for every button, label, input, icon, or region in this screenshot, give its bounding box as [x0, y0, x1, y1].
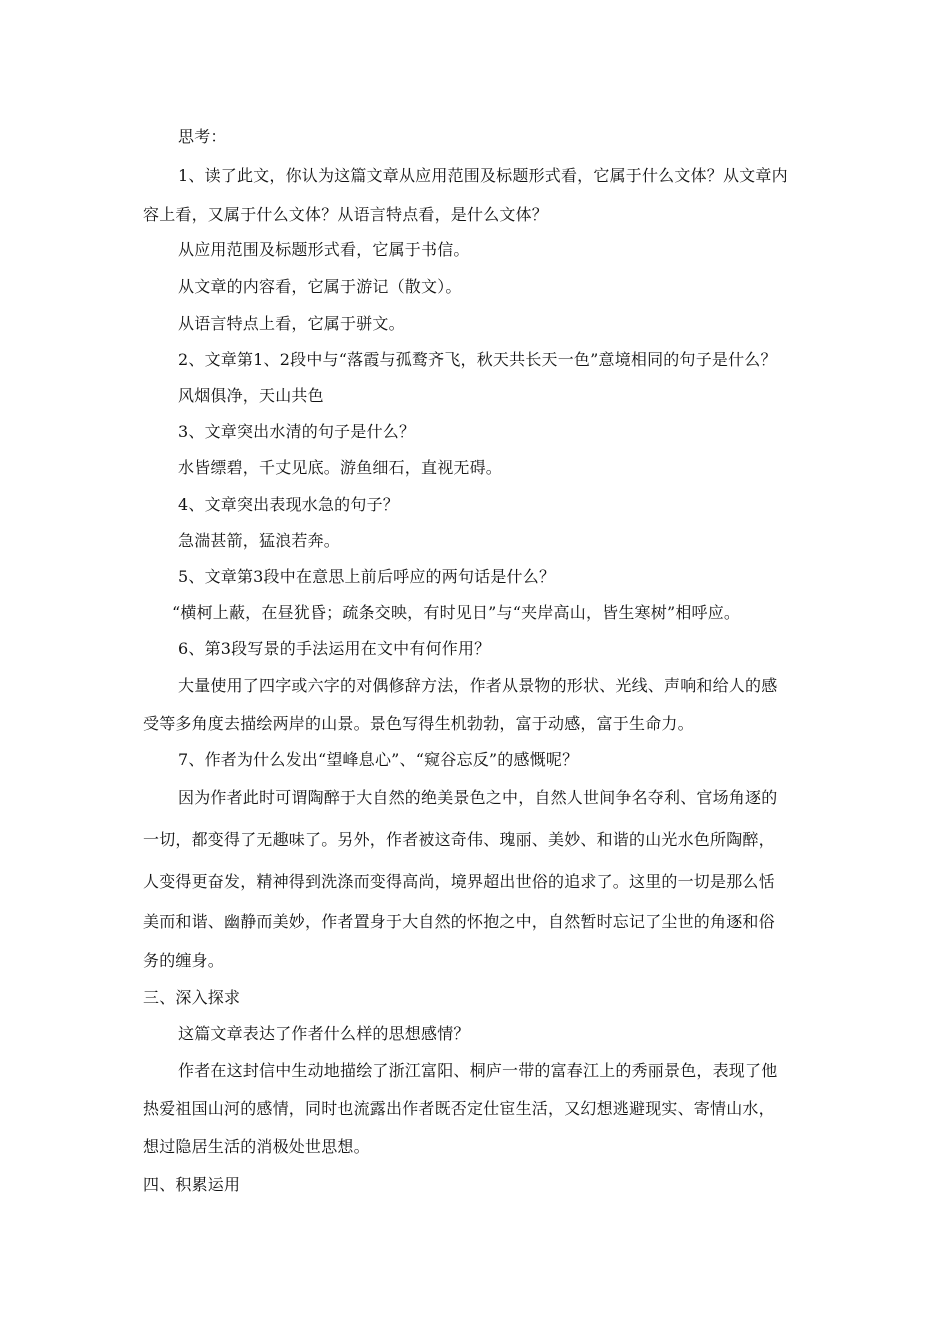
section-heading: 三、深入探求: [143, 988, 241, 1007]
text-line: 因为作者此时可谓陶醉于大自然的绝美景色之中，自然人世间争名夺利、官场角逐的: [178, 788, 778, 807]
text-line: 大量使用了四字或六字的对偶修辞方法，作者从景物的形状、光线、声响和给人的感: [178, 676, 778, 695]
text-line: 5、文章第3段中在意思上前后呼应的两句话是什么？: [178, 567, 556, 586]
text-line: 水皆缥碧，千丈见底。游鱼细石，直视无碍。: [178, 458, 503, 477]
text-line: 1、读了此文，你认为这篇文章从应用范围及标题形式看，它属于什么文体？从文章内: [178, 166, 788, 185]
text-line: 2、文章第1、2段中与“落霞与孤鹜齐飞，秋天共长天一色”意境相同的句子是什么？: [178, 350, 777, 369]
text-line: 思考：: [178, 127, 227, 146]
text-line: “横柯上蔽，在昼犹昏；疏条交映，有时见日”与“夹岸高山，皆生寒树”相呼应。: [172, 603, 741, 622]
text-line: 想过隐居生活的消极处世思想。: [143, 1137, 370, 1156]
text-line: 6、第3段写景的手法运用在文中有何作用？: [178, 639, 491, 658]
text-line: 急湍甚箭，猛浪若奔。: [178, 531, 341, 550]
text-line: 4、文章突出表现水急的句子？: [178, 495, 399, 514]
text-line: 人变得更奋发，精神得到洗涤而变得高尚，境界超出世俗的追求了。这里的一切是那么恬: [143, 872, 775, 891]
text-line: 3、文章突出水清的句子是什么？: [178, 422, 416, 441]
section-heading: 四、积累运用: [143, 1175, 241, 1194]
text-line: 7、作者为什么发出“望峰息心”、“窥谷忘反”的感慨呢？: [178, 750, 579, 769]
text-line: 容上看，又属于什么文体？从语言特点看，是什么文体？: [143, 205, 549, 224]
text-line: 风烟俱净，天山共色: [178, 386, 324, 405]
text-line: 美而和谐、幽静而美妙，作者置身于大自然的怀抱之中，自然暂时忘记了尘世的角逐和俗: [143, 912, 775, 931]
text-line: 这篇文章表达了作者什么样的思想感情？: [178, 1024, 470, 1043]
text-line: 从文章的内容看，它属于游记（散文）。: [178, 277, 462, 296]
text-line: 务的缠身。: [143, 951, 225, 970]
text-line: 热爱祖国山河的感情，同时也流露出作者既否定仕宦生活，又幻想逃避现实、寄情山水，: [143, 1099, 775, 1118]
text-line: 作者在这封信中生动地描绘了浙江富阳、桐庐一带的富春江上的秀丽景色，表现了他: [178, 1061, 778, 1080]
text-line: 从应用范围及标题形式看，它属于书信。: [178, 240, 470, 259]
text-line: 从语言特点上看，它属于骈文。: [178, 314, 405, 333]
text-line: 一切，都变得了无趣味了。另外，作者被这奇伟、瑰丽、美妙、和谐的山光水色所陶醉，: [143, 830, 775, 849]
text-line: 受等多角度去描绘两岸的山景。景色写得生机勃勃，富于动感，富于生命力。: [143, 714, 694, 733]
